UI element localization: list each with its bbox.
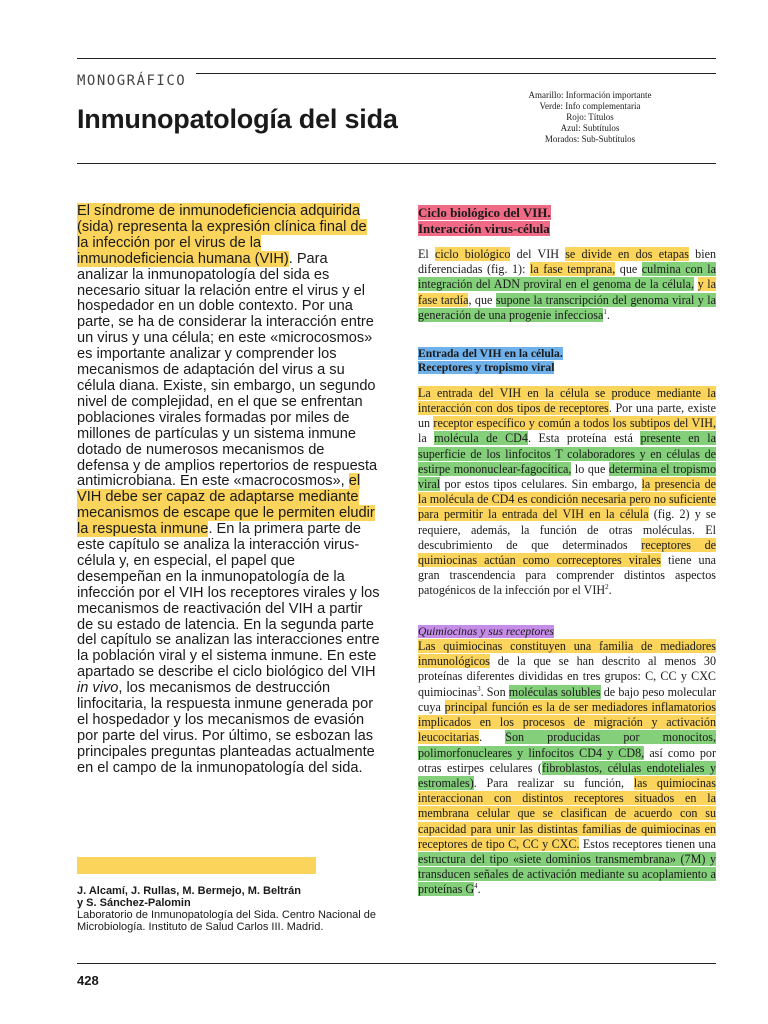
header-bottom-rule	[77, 163, 716, 164]
legend-item-yellow: Amarillo: Información importante	[528, 90, 652, 100]
legend-item-red: Rojo: Títulos	[566, 112, 614, 122]
legend-item-purple: Morados: Sub-Subtítulos	[544, 134, 636, 144]
legend-item-green: Verde: Info complementaria	[539, 101, 641, 111]
top-rule	[77, 58, 716, 59]
paragraph-ciclo: El ciclo biológico del VIH se divide en dos etapas bien diferenciadas (fig. 1): la fase temprana, que culmina con la integración del ADN proviral en el genoma de la célula, y la fase tardía, que supone la transcripción del genoma viral y la generación de una progenie infecciosa$^1$.	[418, 247, 717, 322]
author-names-line2: y S. Sánchez-Palomin	[77, 897, 191, 909]
paragraph-entrada: La entrada del VIH en la célula se produce mediante la interacción con dos tipos de receptores. Por una parte, existe un receptor específico y común a todos los subtipos del VIH, la molécula de CD4. Esta proteína está presente en la superficie de los linfocitos T colaboradores y en células de estirpe mononuclear-fagocítica, lo que determina el tropismo viral por estos tipos celulares. Sin embargo, la presencia de la molécula de CD4 es condición necesaria pero no suficiente para permitir la entrada del VIH en la célula (fig. 2) y se requiere, además, la función de otras moléculas. El descubrimiento de que determinados receptores de quimiocinas actúan como correceptores virales tiene una gran trascendencia para comprender distintos aspectos patogénicos de la infección por el VIH$^2$.	[418, 385, 717, 598]
page-number: 428	[77, 973, 99, 988]
legend-item-blue: Azul: Subtítulos	[560, 123, 620, 133]
author-affiliation: Laboratorio de Inmunopatología del Sida. Centro Nacional de Microbiología. Instituto de Salud Carlos III. Madrid.	[77, 909, 377, 933]
abstract	[77, 204, 380, 777]
subsection-title-entrada: Entrada del VIH en la célula. Receptores y tropismo viral	[418, 347, 563, 375]
subsubsection-title-quimiocinas: Quimiocinas y sus receptores	[418, 624, 554, 638]
footer-rule	[77, 963, 716, 964]
highlight-bar	[77, 857, 316, 874]
section-label: MONOGRÁFICO	[77, 73, 187, 89]
highlight-important: el VIH debe ser capaz de adaptarse mediante mecanismos de escape que le permiten eludir la respuesta inmune	[77, 473, 375, 538]
header-short-rule	[196, 73, 716, 74]
abstract-paragraph: El síndrome de inmunodeficiencia adquirida (sida) representa la expresión clínica final de la infección por el virus de la inmunodeficiencia humana (VIH). Para analizar la inmunopatología del sida es necesario situar la relación entre el virus y el hospedador en un doble contexto. Por una parte, se ha de considerar la interacción entre un virus y una célula; en este «microcosmos» es importante analizar y comprender los mecanismos de adaptación del virus a su célula diana. Existe, sin embargo, un segundo nivel de complejidad, en el que se enfrentan poblaciones virales formadas por miles de millones de partículas y un sistema inmune dotado de numerosos mecanismos de defensa y de amplios repertorios de respuesta antimicrobiana. En este «macrocosmos», el VIH debe ser capaz de adaptarse mediante mecanismos de escape que le permiten eludir la respuesta inmune. En la primera parte de este capítulo se analiza la interacción virus-célula y, en especial, el papel que desempeñan en la inmunopatología de la infección por el VIH los receptores virales y los mecanismos de reactivación del VIH a partir de su estado de latencia. En la segunda parte del capítulo se analizan las interacciones entre la población viral y el sistema inmune. En este apartado se describe el ciclo biológico del VIH in vivo, los mecanismos de destrucción linfocitaria, la respuesta inmune generada por el hospedador y los mecanismos de evasión por parte del virus. Por último, se esbozan las principales preguntas planteadas actualmente en el campo de la inmunopatología del sida.	[77, 203, 380, 776]
page-title: Inmunopatología del sida	[77, 104, 398, 134]
body-column	[418, 205, 716, 898]
paragraph-quimiocinas: Las quimiocinas constituyen una familia de mediadores inmunológicos de la que se han descrito al menos 30 proteínas diferentes divididas en tres grupos: C, CC y CXC quimiocinas$^3$. Son moléculas solubles de bajo peso molecular cuya principal función es la de ser mediadores inflamatorios implicados en los procesos de migración y activación leucocitarias. Son producidas por monocitos, polimorfonucleares y linfocitos CD4 y CD8, así como por otras estirpes celulares (fibroblastos, células endoteliales y estromales). Para realizar su función, las quimiocinas interaccionan con distintos receptores situados en la membrana celular que se clasifican de acuerdo con su capacidad para unir las distintas familias de quimiocinas en receptores de tipo C, CC y CXC. Estos receptores tienen una estructura del tipo «siete dominios transmembrana» (7M) y transducen señales de activación mediante su acoplamiento a proteínas $G^4$.	[418, 639, 717, 897]
author-names: J. Alcamí, J. Rullas, M. Bermejo, M. Beltrán	[77, 885, 301, 897]
highlight-important: El síndrome de inmunodeficiencia adquirida (sida) representa la expresión clínica final de la infección por el virus de la inmunodeficiencia humana (VIH)	[77, 203, 367, 267]
author-block	[77, 885, 377, 933]
highlight-legend	[515, 90, 665, 145]
section-title-ciclo: Ciclo biológico del VIH. Interacción virus-célula	[418, 205, 551, 236]
